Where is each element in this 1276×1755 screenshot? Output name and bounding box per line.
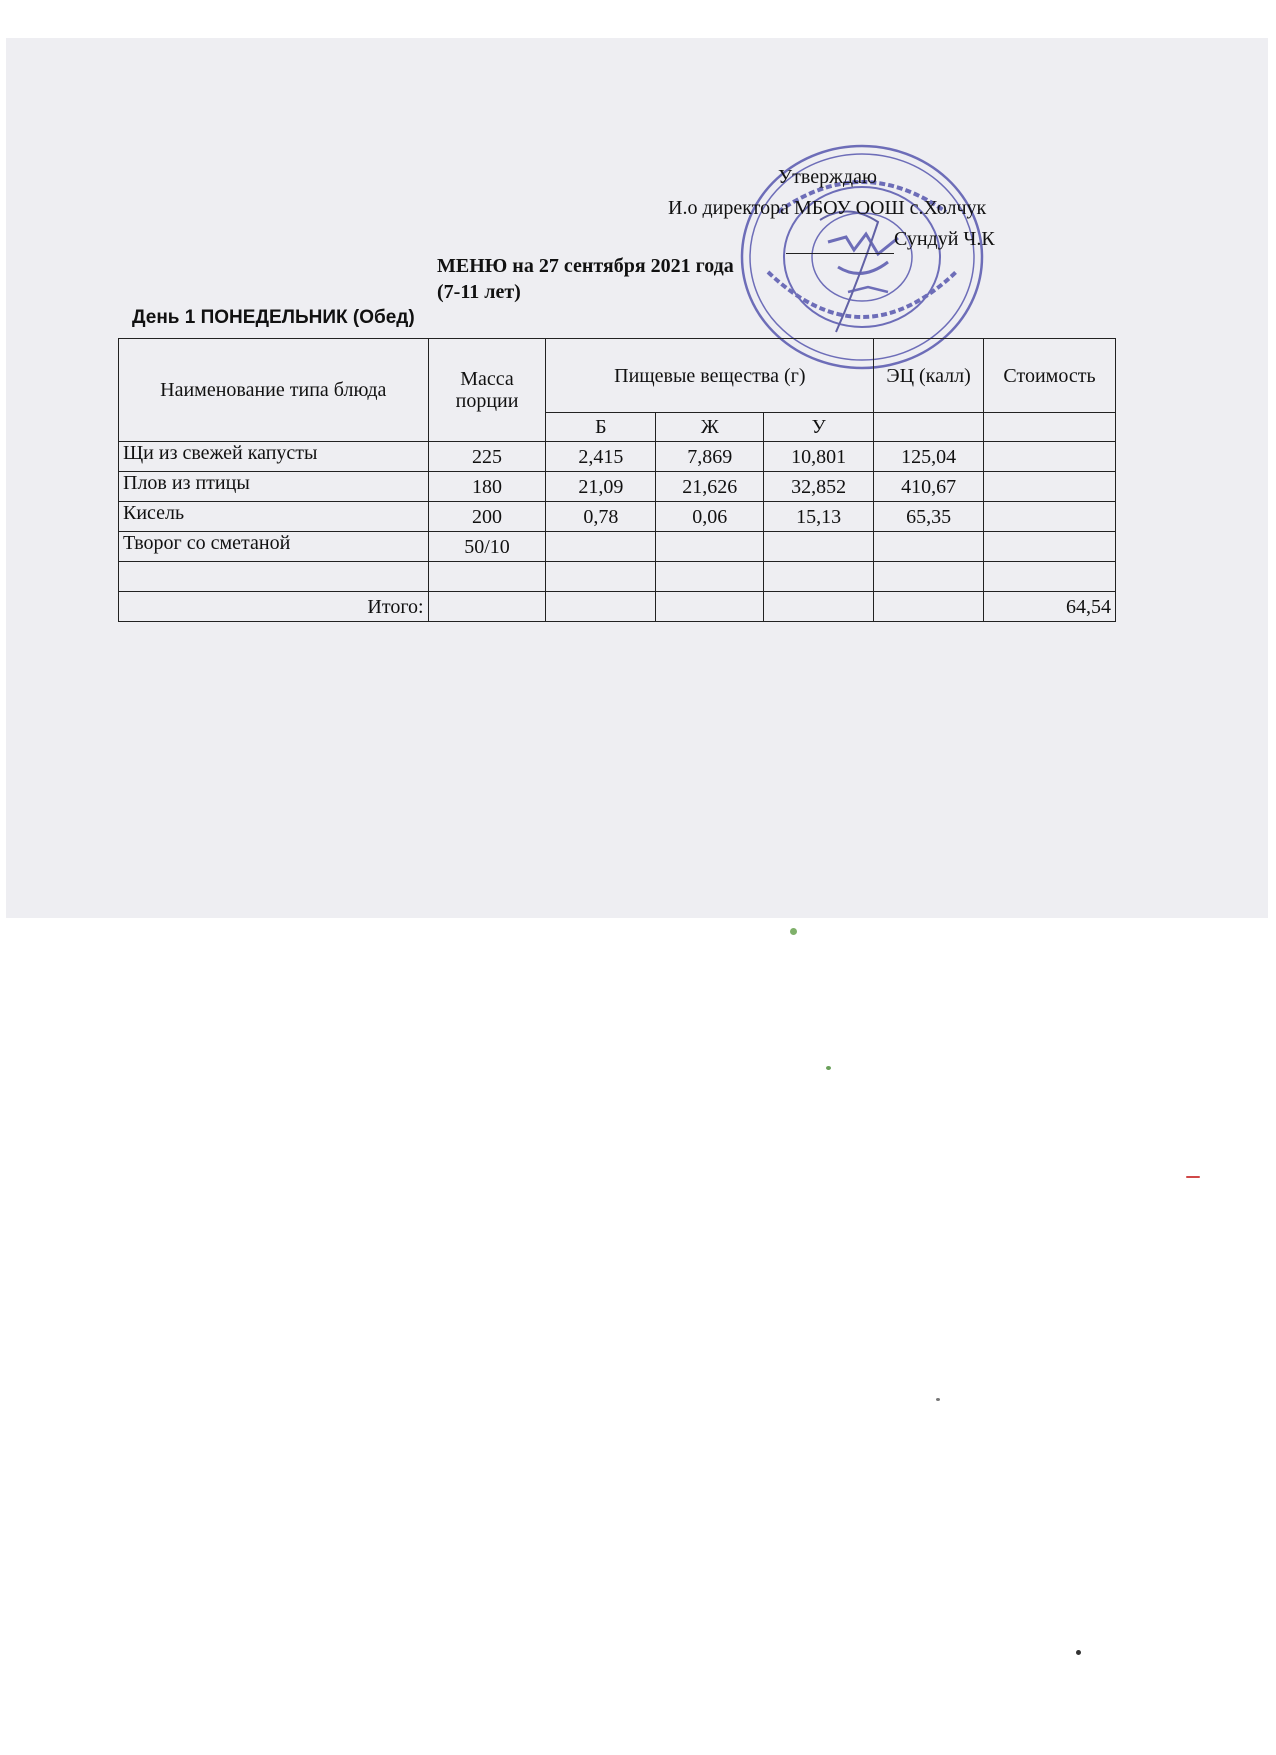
dish-energy bbox=[874, 532, 984, 562]
approver-name: Сундуй Ч.К bbox=[894, 228, 995, 250]
dish-name: Творог со сметаной bbox=[119, 532, 429, 562]
dish-cost bbox=[984, 502, 1116, 532]
dish-name: Щи из свежей капусты bbox=[119, 442, 429, 472]
menu-table bbox=[118, 338, 1116, 622]
dish-cost bbox=[984, 532, 1116, 562]
dish-name bbox=[119, 562, 429, 592]
dish-fat: 21,626 bbox=[656, 472, 764, 502]
scan-speck bbox=[790, 928, 797, 935]
table-row bbox=[119, 472, 1116, 502]
dish-mass: 50/10 bbox=[428, 532, 546, 562]
dish-energy: 410,67 bbox=[874, 472, 984, 502]
dish-fat bbox=[656, 562, 764, 592]
col-energy-header: ЭЦ (калл) bbox=[874, 339, 984, 413]
dish-carb bbox=[764, 562, 874, 592]
dish-protein: 21,09 bbox=[546, 472, 656, 502]
dish-cost bbox=[984, 472, 1116, 502]
dish-protein bbox=[546, 532, 656, 562]
approval-word: Утверждаю bbox=[778, 166, 877, 188]
scan-speck bbox=[1076, 1650, 1081, 1655]
dish-name: Кисель bbox=[119, 502, 429, 532]
scan-speck bbox=[1186, 1176, 1200, 1178]
dish-cost bbox=[984, 562, 1116, 592]
total-energy bbox=[874, 592, 984, 622]
dish-mass: 200 bbox=[428, 502, 546, 532]
col-name-header: Наименование типа блюда bbox=[119, 339, 429, 442]
dish-carb: 10,801 bbox=[764, 442, 874, 472]
signature-line bbox=[786, 253, 894, 254]
col-mass-header: Масса порции bbox=[428, 339, 546, 442]
dish-mass: 180 bbox=[428, 472, 546, 502]
table-total-row bbox=[119, 592, 1116, 622]
col-cost-header: Стоимость bbox=[984, 339, 1116, 413]
table-header-row bbox=[119, 339, 1116, 413]
table-row-empty bbox=[119, 562, 1116, 592]
col-fat-header: Ж bbox=[656, 413, 764, 442]
dish-mass: 225 bbox=[428, 442, 546, 472]
dish-energy bbox=[874, 562, 984, 592]
dish-name: Плов из птицы bbox=[119, 472, 429, 502]
dish-carb bbox=[764, 532, 874, 562]
col-protein-header: Б bbox=[546, 413, 656, 442]
dish-energy: 125,04 bbox=[874, 442, 984, 472]
total-label: Итого: bbox=[119, 592, 429, 622]
dish-protein: 2,415 bbox=[546, 442, 656, 472]
dish-energy: 65,35 bbox=[874, 502, 984, 532]
dish-fat: 7,869 bbox=[656, 442, 764, 472]
day-label: День 1 ПОНЕДЕЛЬНИК (Обед) bbox=[132, 307, 415, 328]
scan-speck bbox=[826, 1066, 831, 1070]
table-row bbox=[119, 532, 1116, 562]
col-nutrients-header: Пищевые вещества (г) bbox=[546, 339, 874, 413]
dish-mass bbox=[428, 562, 546, 592]
col-carb-header: У bbox=[764, 413, 874, 442]
total-mass bbox=[428, 592, 546, 622]
dish-protein: 0,78 bbox=[546, 502, 656, 532]
dish-fat: 0,06 bbox=[656, 502, 764, 532]
total-fat bbox=[656, 592, 764, 622]
dish-carb: 15,13 bbox=[764, 502, 874, 532]
dish-fat bbox=[656, 532, 764, 562]
total-cost: 64,54 bbox=[984, 592, 1116, 622]
menu-title: МЕНЮ на 27 сентября 2021 года bbox=[437, 255, 734, 277]
total-carb bbox=[764, 592, 874, 622]
dish-cost bbox=[984, 442, 1116, 472]
dish-protein bbox=[546, 562, 656, 592]
table-row bbox=[119, 502, 1116, 532]
scan-speck bbox=[936, 1398, 940, 1401]
table-row bbox=[119, 442, 1116, 472]
total-protein bbox=[546, 592, 656, 622]
approval-role: И.о директора МБОУ ООШ с.Холчук bbox=[668, 197, 987, 219]
dish-carb: 32,852 bbox=[764, 472, 874, 502]
cost-sub-empty bbox=[984, 413, 1116, 442]
energy-sub-empty bbox=[874, 413, 984, 442]
menu-age-group: (7-11 лет) bbox=[437, 281, 521, 303]
